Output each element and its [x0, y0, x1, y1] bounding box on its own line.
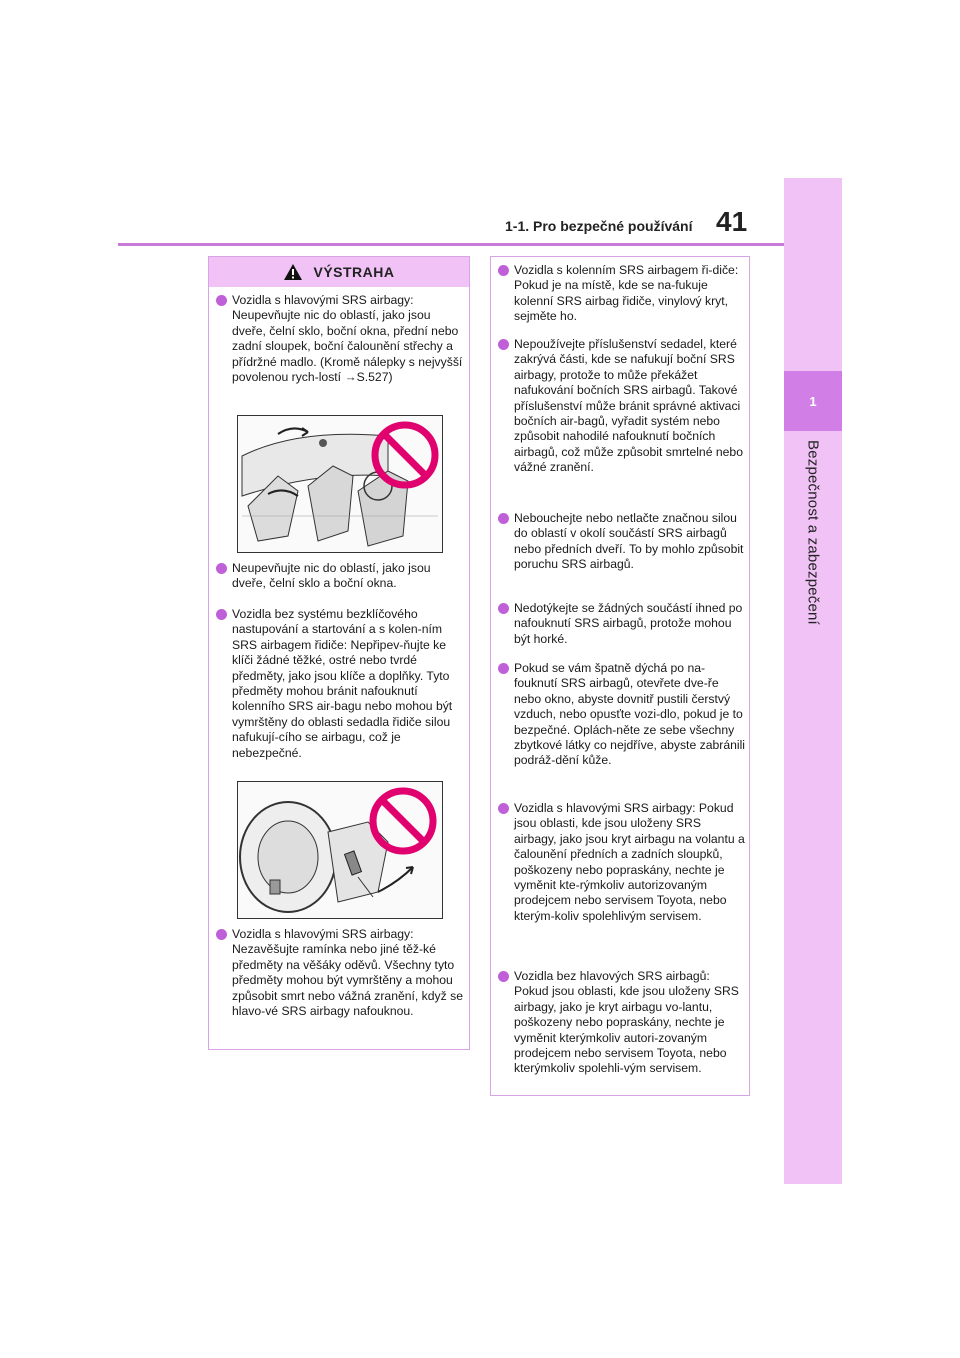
item-text: Nepoužívejte příslušenství sedadel, které zakrývá části, kde se nafukují boční SRS airbagy, protože to může překážet nafukování bočních SRS airbagů. Takové příslušenství může bránit správné aktivaci bočních air-bagů, vyřadit systém nebo způsobit nahodilé nafouknutí bočních airbagů, což může způsobit smrtelné nebo vážné zranění. [514, 337, 743, 475]
chapter-side-tab [784, 178, 842, 1184]
item-text: Vozidla bez hlavových SRS airbagů: Pokud jsou oblasti, kde jsou uloženy SRS airbagy, jako je kryt airbagu vo-lantu, poškozeny nebo popraskány, nechte je vyměnit kterýmkoliv autori-zovaným prodejcem nebo servisem Toyota, nebo kterýmkoliv spolehli-vým servisem. [514, 969, 739, 1076]
warning-box-right [490, 256, 750, 1096]
list-item [498, 801, 746, 924]
warning-box-left [208, 256, 470, 1050]
prohibited-icon [370, 420, 440, 490]
prohibited-icon [368, 786, 438, 856]
list-item [498, 661, 746, 769]
header-rule [118, 243, 784, 246]
bullet-icon [216, 295, 227, 306]
item-text: Vozidla s kolenním SRS airbagem ři-diče: Pokud je na místě, kde se na-fukuje kolenní SRS airbag řidiče, vinylový kryt, sejměte ho. [514, 263, 739, 324]
illustration-steering-key [237, 781, 443, 919]
item-text: Pokud se vám špatně dýchá po na-fouknutí SRS airbagů, otevřete dve-ře nebo okno, abyste dovnitř pustili čerstvý vzduch, nebo opusťte vozi-dlo, pokud je to bezpečné. Oplách-něte ze sebe všechny zbytkové látky co nejdříve, abyste zabránili podráž-dění kůže. [514, 661, 745, 768]
item-text: Vozidla s hlavovými SRS airbagy: Neupevňujte nic do oblastí, jako jsou dveře, čelní sklo, boční okna, přední nebo zadní sloupek, boční čalounění střechy a přídržné madlo. (Kromě nálepky s nejvyšší povolenou rych-lostí →S.527) [232, 293, 463, 385]
warning-header [209, 257, 469, 287]
item-text: Vozidla s hlavovými SRS airbagy: Pokud jsou oblasti, kde jsou uloženy SRS airbagy, jako jsou kryt airbagu na volantu a čalounění předních a zadních sloupků, poškozeny nebo popraskány, nechte je vyměnit kte-rýmkoliv autorizovaným prodejcem nebo servisem Toyota, nebo kterým-koliv spolehlivým servisem. [514, 801, 745, 923]
item-text: Nebouchejte nebo netlačte značnou silou do oblastí v okolí součástí SRS airbagů nebo předních dveří. To by mohlo způsobit poruchu SRS airbagů. [514, 511, 744, 572]
illustration-interior-pillars [237, 415, 443, 553]
list-item [498, 511, 746, 573]
list-item [498, 969, 746, 1077]
bullet-icon [498, 339, 509, 350]
list-item [498, 337, 746, 476]
item-text: Vozidla bez systému bezklíčového nastupování a startování a s kolen-ním SRS airbagem řidiče: Nepřipev-ňujte ke klíči žádné těžké, ostré nebo tvrdé předměty, jako jsou klíče a doplňky. Tyto předměty mohou bránit nafouknutí kolenního SRS air-bagu nebo mohou být vymrštěny do oblasti sedadla řidiče silou nafukují-cího se airbagu, což je nebezpečné. [232, 607, 453, 760]
list-item [498, 263, 746, 325]
chapter-label: Bezpečnost a zabezpečení [804, 440, 822, 625]
bullet-icon [216, 563, 227, 574]
list-item [216, 293, 464, 385]
list-item [216, 607, 464, 761]
chapter-number-tab: 1 [784, 371, 842, 431]
bullet-icon [498, 971, 509, 982]
item-text: Neupevňujte nic do oblastí, jako jsou dveře, čelní sklo a boční okna. [232, 561, 431, 591]
bullet-icon [498, 513, 509, 524]
section-title: 1-1. Pro bezpečné používání [505, 218, 693, 234]
bullet-icon [498, 603, 509, 614]
bullet-icon [216, 929, 227, 940]
bullet-icon [498, 265, 509, 276]
warning-title: VÝSTRAHA [313, 264, 395, 280]
warning-triangle-icon [283, 263, 303, 281]
bullet-icon [498, 663, 509, 674]
item-text: Nedotýkejte se žádných součástí ihned po nafouknutí SRS airbagů, protože mohou být horké. [514, 601, 743, 646]
list-item [498, 601, 746, 647]
bullet-icon [498, 803, 509, 814]
bullet-icon [216, 609, 227, 620]
list-item [216, 927, 464, 1019]
list-item [216, 561, 464, 592]
page-number: 41 [716, 206, 748, 237]
item-text: Vozidla s hlavovými SRS airbagy: Nezavěšujte ramínka nebo jiné těž-ké předměty na věšáky oděvů. Všechny tyto předměty mohou být vymrštěny a mohou způsobit smrt nebo vážná zranění, když se hlavo-vé SRS airbagy nafouknou. [232, 927, 464, 1019]
